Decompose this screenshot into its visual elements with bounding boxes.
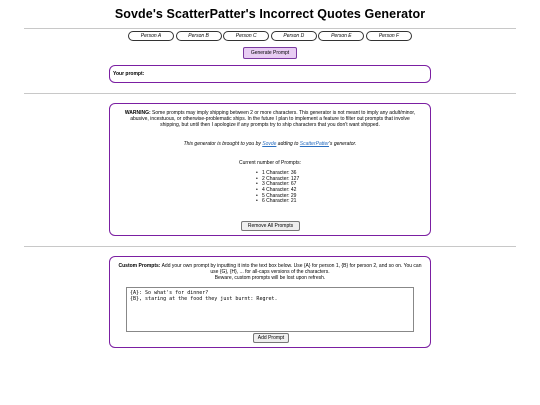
warning-text	[120, 110, 420, 128]
info-panel	[109, 103, 431, 236]
custom-prompt-textarea[interactable]: {A}: So what's for dinner? {B}, staring at the food they just burnt: Regret.	[126, 287, 414, 332]
credit-middle: adding to	[276, 141, 300, 147]
person-f-button[interactable]: Person F	[366, 31, 412, 41]
custom-instructions	[114, 263, 426, 281]
list-item: • 5 Character: 29	[256, 194, 299, 200]
generate-prompt-button[interactable]: Generate Prompt	[243, 47, 297, 59]
person-d-button[interactable]: Person D	[271, 31, 317, 41]
list-item: • 4 Character: 42	[256, 188, 299, 194]
person-b-button[interactable]: Person B	[176, 31, 222, 41]
prompt-output-box	[109, 65, 431, 83]
warning-body: Some prompts may imply shipping between 2 or more characters. This generator is not meant to imply any adult/minor, abusive, incestuous, or otherwise-problematic ships. In the future I plan to implement a feature to filter out prompts that involve shipping, but until then I apologize if any prompts try to ship characters that you don't want shipped.	[130, 110, 416, 128]
author-link[interactable]: Sovde	[262, 141, 277, 147]
list-item: • 3 Character: 67	[256, 182, 299, 188]
person-selector-row	[128, 31, 412, 41]
warning-label: WARNING:	[124, 110, 151, 116]
prompt-count-list	[256, 171, 299, 205]
add-prompt-button[interactable]: Add Prompt	[253, 333, 289, 343]
custom-prompts-panel	[109, 256, 431, 348]
page-title: Sovde's ScatterPatter's Incorrect Quotes Generator	[114, 7, 426, 21]
credit-line	[110, 141, 430, 147]
custom-body: Add your own prompt by inputting it into the text box below. Use {A} for person 1, {B} for person 2, and so on. You can use {G}, {H}, ... for all-caps versions of the characters.	[160, 263, 422, 275]
custom-note: Beware, custom prompts will be lost upon refresh.	[214, 275, 326, 281]
credit-suffix: 's generator.	[328, 141, 357, 147]
original-author-link[interactable]: ScatterPatter	[299, 141, 329, 147]
person-c-button[interactable]: Person C	[223, 31, 269, 41]
list-item: • 6 Character: 21	[256, 199, 299, 205]
prompt-label: Your prompt:	[113, 71, 145, 77]
person-e-button[interactable]: Person E	[318, 31, 364, 41]
divider	[24, 246, 516, 247]
credit-prefix: This generator is brought to you by	[183, 141, 263, 147]
divider	[24, 28, 516, 29]
custom-label: Custom Prompts:	[118, 263, 161, 269]
list-item: • 1 Character: 36	[256, 171, 299, 177]
divider	[24, 93, 516, 94]
person-a-button[interactable]: Person A	[128, 31, 174, 41]
remove-all-prompts-button[interactable]: Remove All Prompts	[241, 221, 300, 231]
counts-title: Current number of Prompts:	[239, 160, 301, 166]
list-item: • 2 Character: 127	[256, 177, 299, 183]
